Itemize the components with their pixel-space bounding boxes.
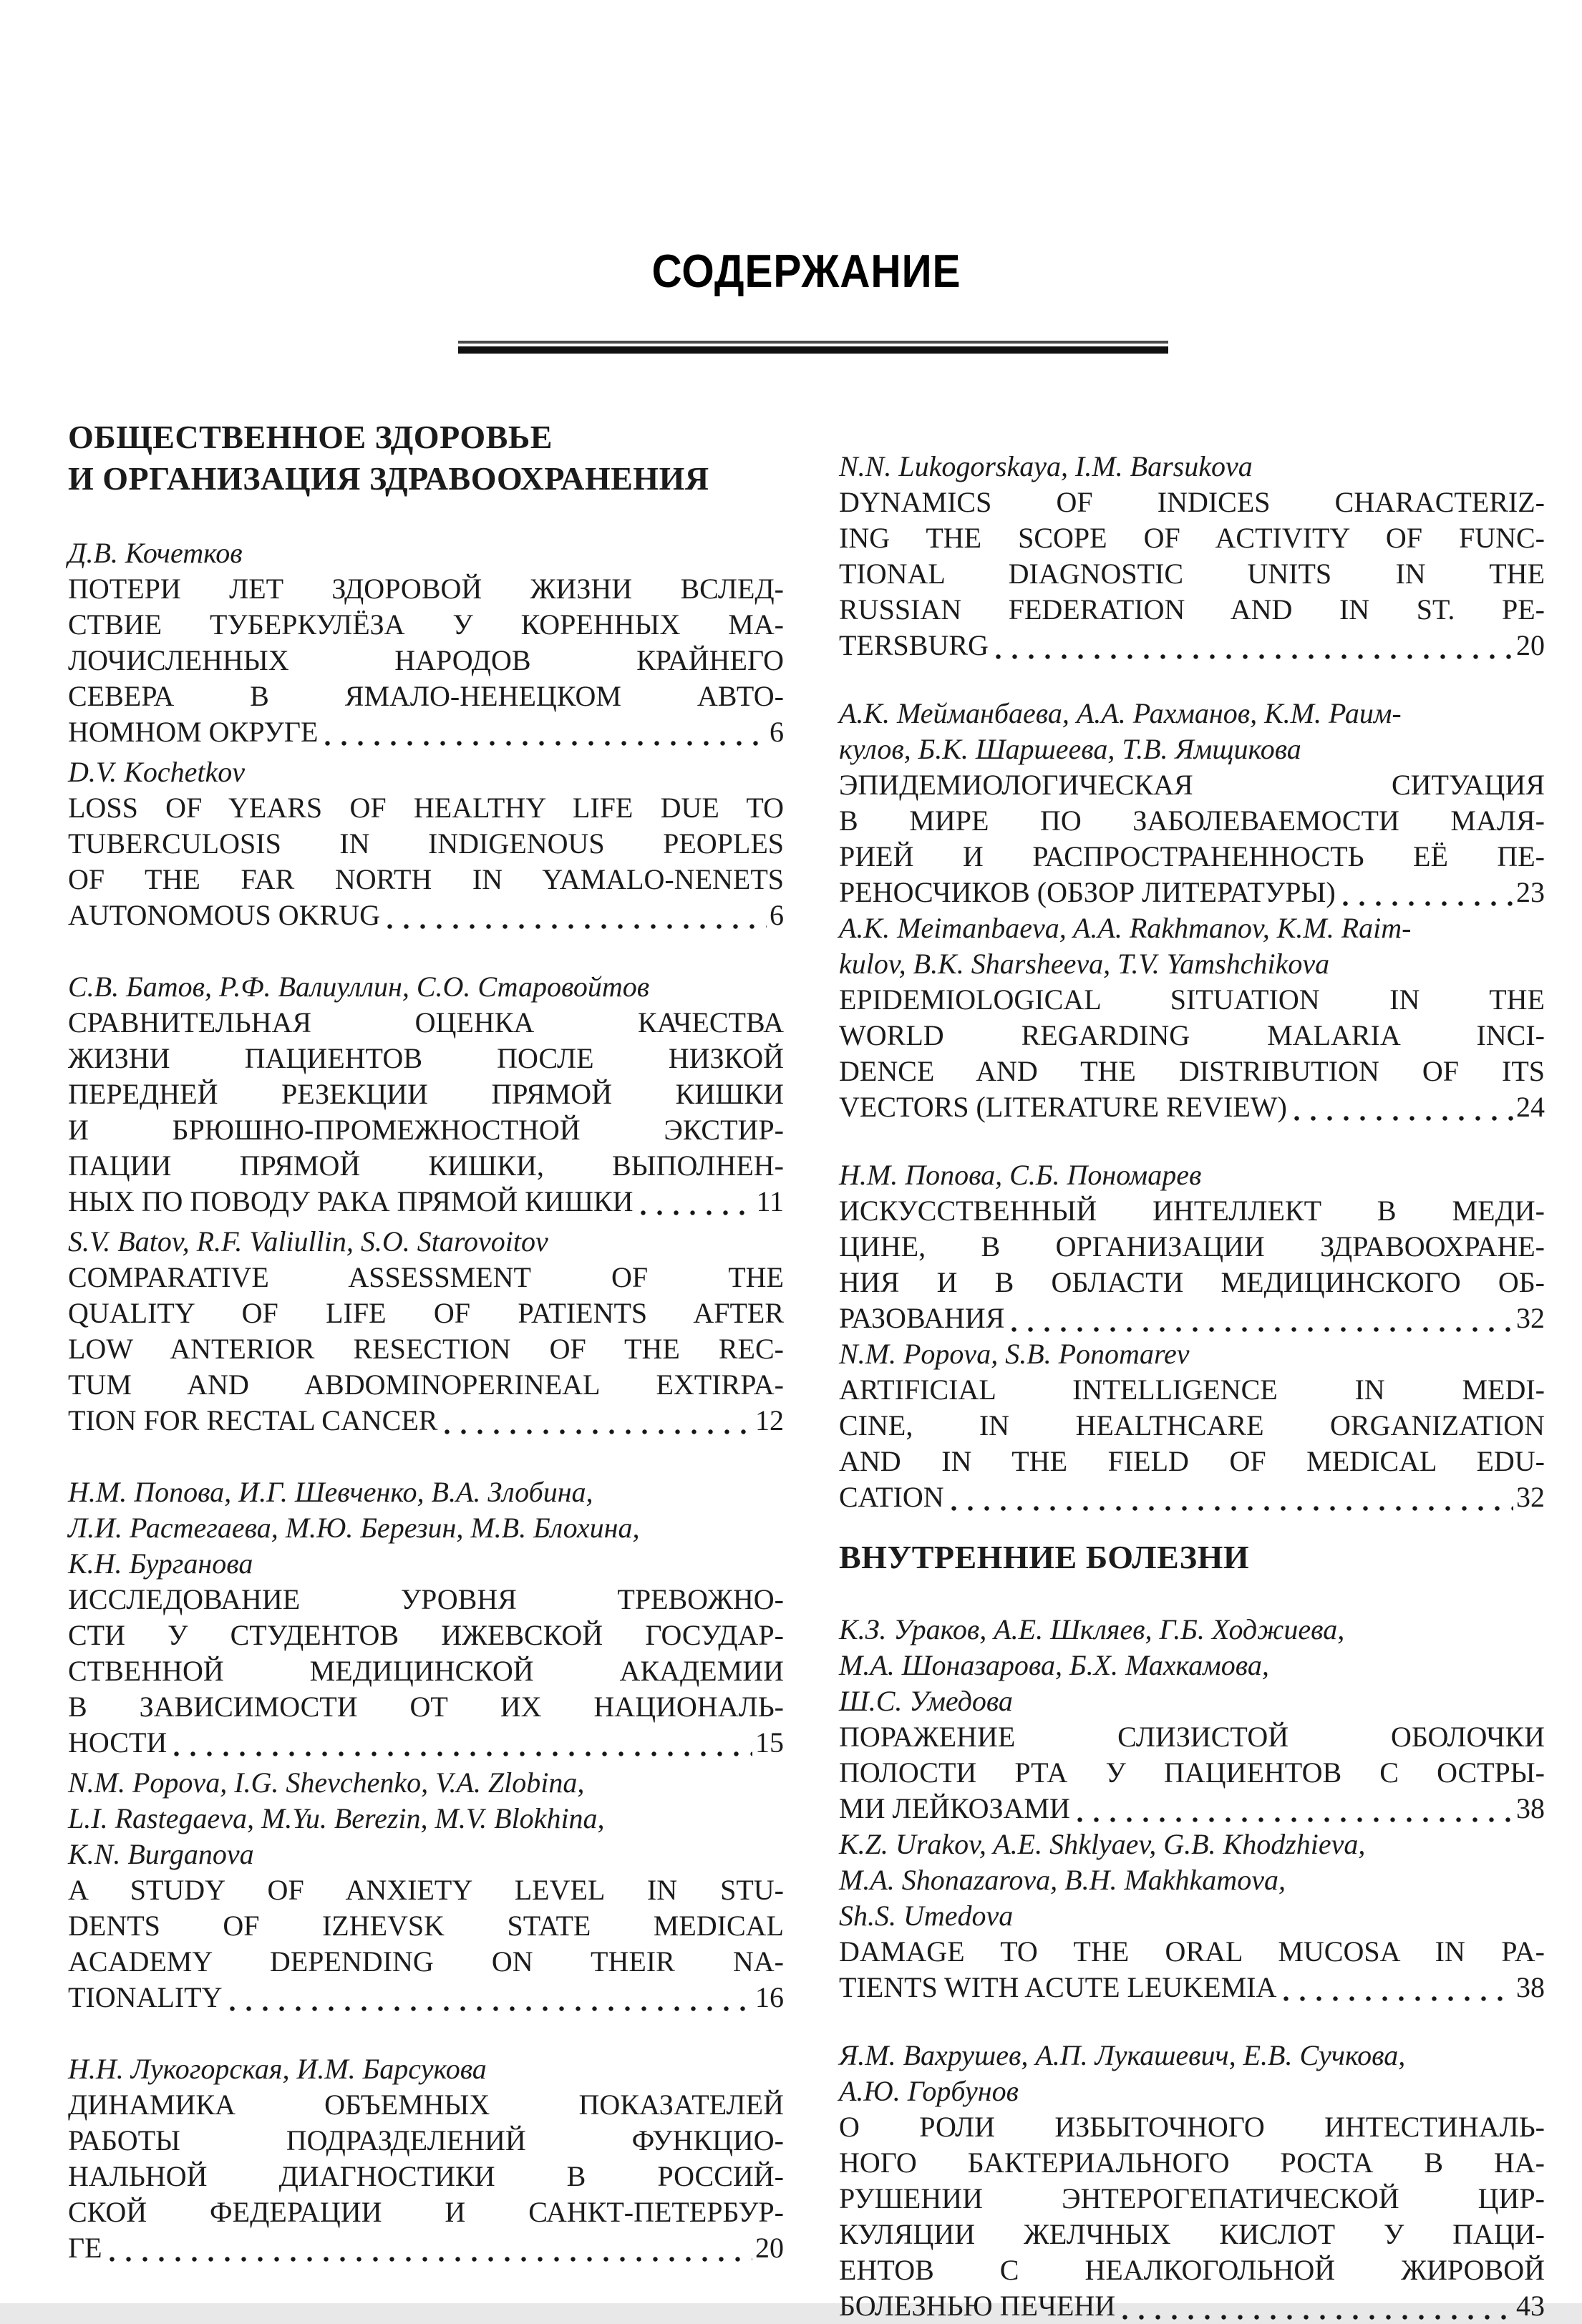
title-last-line (68, 1403, 784, 1439)
title-line: RUSSIAN FEDERATION AND IN ST. PE- (839, 593, 1545, 626)
title-last-line (839, 1300, 1545, 1336)
authors-line: M.A. Shonazarova, B.H. Makhkamova, (839, 1864, 1286, 1896)
title-line: ИСКУССТВЕННЫЙ ИНТЕЛЛЕКТ В МЕДИ- (839, 1195, 1545, 1227)
title-line: ING THE SCOPE OF ACTIVITY OF FUNC- (839, 522, 1545, 554)
title-last-line (839, 2288, 1545, 2324)
title-line: WORLD REGARDING MALARIA INCI- (839, 1019, 1545, 1051)
page-number: 32 (1516, 1481, 1545, 1513)
title-line: COMPARATIVE ASSESSMENT OF THE (68, 1261, 784, 1293)
title-line: СЕВЕРА В ЯМАЛО-НЕНЕЦКОМ АВТО- (68, 680, 784, 712)
title-line: СТВЕННОЙ МЕДИЦИНСКОЙ АКАДЕМИИ (68, 1655, 784, 1687)
title-last-line (68, 898, 784, 933)
page-number: 11 (756, 1185, 784, 1217)
authors-line: K.N. Burganova (68, 1838, 254, 1870)
authors-line: А.К. Мейманбаева, А.А. Рахманов, К.М. Раим- (839, 697, 1402, 729)
title-tail-text: AUTONOMOUS OKRUG (68, 899, 380, 931)
title-line: ДИНАМИКА ОБЪЕМНЫХ ПОКАЗАТЕЛЕЙ (68, 2089, 784, 2121)
page-number: 38 (1516, 1971, 1545, 2003)
title-line: ЦИНЕ, В ОРГАНИЗАЦИИ ЗДРАВООХРАНЕ- (839, 1230, 1545, 1263)
title-line: ПОЛОСТИ РТА У ПАЦИЕНТОВ С ОСТРЫ- (839, 1756, 1545, 1789)
title-tail-text: НОСТИ (68, 1726, 168, 1759)
divider-thick-line (458, 346, 1168, 354)
toc-entry-ru (839, 2038, 1545, 2324)
authors-line: М.А. Шоназарова, Б.Х. Махкамова, (839, 1649, 1269, 1681)
authors-line: N.N. Lukogorskaya, I.M. Barsukova (839, 450, 1253, 482)
page-number: 12 (755, 1404, 784, 1436)
title-divider-rule (458, 341, 1168, 354)
title-line: TUM AND ABDOMINOPERINEAL EXTIRPA- (68, 1368, 784, 1401)
title-line: QUALITY OF LIFE OF PATIENTS AFTER (68, 1297, 784, 1329)
title-last-line (68, 714, 784, 750)
dot-leader (325, 741, 767, 746)
title-line: КУЛЯЦИИ ЖЕЛЧНЫХ КИСЛОТ У ПАЦИ- (839, 2218, 1545, 2250)
title-line: ПАЦИИ ПРЯМОЙ КИШКИ, ВЫПОЛНЕН- (68, 1149, 784, 1182)
title-line: РАБОТЫ ПОДРАЗДЕЛЕНИЙ ФУНКЦИО- (68, 2124, 784, 2157)
title-line: РИЕЙ И РАСПРОСТРАНЕННОСТЬ ЕЁ ПЕ- (839, 840, 1545, 872)
title-last-line (839, 1089, 1545, 1125)
left-column (68, 417, 784, 2266)
dot-leader (1294, 1116, 1513, 1121)
title-line: DENCE AND THE DISTRIBUTION OF ITS (839, 1055, 1545, 1087)
title-line: ПЕРЕДНЕЙ РЕЗЕКЦИИ ПРЯМОЙ КИШКИ (68, 1078, 784, 1110)
title-line: НАЛЬНОЙ ДИАГНОСТИКИ В РОССИЙ- (68, 2160, 784, 2192)
page-number: 20 (1516, 629, 1545, 661)
title-line: РУШЕНИИ ЭНТЕРОГЕПАТИЧЕСКОЙ ЦИР- (839, 2182, 1545, 2214)
toc-article (839, 449, 1545, 663)
section-heading-line: ОБЩЕСТВЕННОЕ ЗДОРОВЬЕ (68, 419, 553, 455)
dot-leader (1077, 1817, 1513, 1822)
authors-line: N.M. Popova, S.B. Ponomarev (839, 1338, 1190, 1370)
authors-line: К.З. Ураков, А.Е. Шкляев, Г.Б. Ходжиева, (839, 1613, 1345, 1645)
authors-line: С.В. Батов, Р.Ф. Валиуллин, С.О. Старовойтов (68, 971, 650, 1003)
authors-line: S.V. Batov, R.F. Valiullin, S.O. Starovoitov (68, 1225, 548, 1258)
title-line: О РОЛИ ИЗБЫТОЧНОГО ИНТЕСТИНАЛЬ- (839, 2111, 1545, 2143)
toc-entry-en (68, 1224, 784, 1439)
title-line: ИССЛЕДОВАНИЕ УРОВНЯ ТРЕВОЖНО- (68, 1583, 784, 1615)
toc-entry-ru (68, 969, 784, 1220)
toc-article (839, 2038, 1545, 2324)
dot-leader (641, 1210, 754, 1215)
dot-leader (951, 1506, 1513, 1511)
right-column (839, 417, 1545, 2324)
title-tail-text: TERSBURG (839, 629, 989, 661)
authors-line: kulov, B.K. Sharsheeva, T.V. Yamshchikova (839, 948, 1330, 980)
title-last-line (839, 875, 1545, 910)
page-number: 43 (1516, 2290, 1545, 2322)
title-tail-text: РАЗОВАНИЯ (839, 1302, 1005, 1334)
title-tail-text: TIENTS WITH ACUTE LEUKEMIA (839, 1971, 1277, 2003)
title-last-line (839, 1970, 1545, 2005)
title-tail-text: РЕНОСЧИКОВ (ОБЗОР ЛИТЕРАТУРЫ) (839, 876, 1336, 908)
toc-entry-en (839, 449, 1545, 663)
authors-line: Н.Н. Лукогорская, И.М. Барсукова (68, 2053, 487, 2085)
dot-leader (174, 1751, 752, 1756)
authors-line: К.Н. Бурганова (68, 1547, 253, 1580)
authors-line: D.V. Kochetkov (68, 756, 245, 788)
authors-line: Ш.С. Умедова (839, 1685, 1013, 1717)
toc-article (68, 2051, 784, 2266)
toc-entry-en (839, 1336, 1545, 1515)
toc-entry-ru (68, 2051, 784, 2266)
title-line: СТВИЕ ТУБЕРКУЛЁЗА У КОРЕННЫХ МА- (68, 608, 784, 641)
authors-line: A.K. Meimanbaeva, A.A. Rakhmanov, K.M. Raim- (839, 912, 1412, 944)
authors-line: Н.М. Попова, С.Б. Пономарев (839, 1159, 1202, 1191)
dot-leader (1283, 1996, 1513, 2001)
title-line: TUBERCULOSIS IN INDIGENOUS PEOPLES (68, 827, 784, 860)
title-last-line (839, 1791, 1545, 1827)
toc-article (839, 696, 1545, 1125)
title-line: В МИРЕ ПО ЗАБОЛЕВАЕМОСТИ МАЛЯ- (839, 804, 1545, 837)
toc-entry-ru (839, 1157, 1545, 1336)
page-number: 38 (1516, 1792, 1545, 1824)
title-last-line (68, 1184, 784, 1220)
title-tail-text: НЫХ ПО ПОВОДУ РАКА ПРЯМОЙ КИШКИ (68, 1185, 634, 1217)
title-line: LOW ANTERIOR RESECTION OF THE REC- (68, 1333, 784, 1365)
title-line: CINE, IN HEALTHCARE ORGANIZATION (839, 1409, 1545, 1441)
authors-line: N.M. Popova, I.G. Shevchenko, V.A. Zlobina, (68, 1766, 585, 1799)
page-number: 20 (755, 2232, 784, 2264)
toc-article (68, 969, 784, 1439)
title-line: ЕНТОВ С НЕАЛКОГОЛЬНОЙ ЖИРОВОЙ (839, 2254, 1545, 2286)
toc-entry-en (839, 1827, 1545, 2005)
authors-line: Л.И. Растегаева, М.Ю. Березин, М.В. Блохина, (68, 1512, 640, 1544)
title-line: СКОЙ ФЕДЕРАЦИИ И САНКТ-ПЕТЕРБУР- (68, 2196, 784, 2228)
dot-leader (230, 2006, 753, 2011)
title-line: ЛОЧИСЛЕННЫХ НАРОДОВ КРАЙНЕГО (68, 644, 784, 676)
toc-article (839, 1157, 1545, 1515)
title-last-line (68, 1725, 784, 1761)
page-number: 24 (1516, 1091, 1545, 1123)
title-tail-text: TIONALITY (68, 1981, 223, 2013)
dot-leader (996, 654, 1513, 659)
page-title: СОДЕРЖАНИЕ (651, 245, 961, 297)
title-last-line (68, 2230, 784, 2266)
authors-line: кулов, Б.К. Шаршеева, Т.В. Ямщикова (839, 733, 1301, 765)
section-heading-line: ВНУТРЕННИЕ БОЛЕЗНИ (839, 1539, 1250, 1575)
title-line: В ЗАВИСИМОСТИ ОТ ИХ НАЦИОНАЛЬ- (68, 1691, 784, 1723)
toc-entry-en (68, 1765, 784, 2016)
title-last-line (839, 628, 1545, 663)
title-line: ARTIFICIAL INTELLIGENCE IN MEDI- (839, 1374, 1545, 1406)
page-number: 32 (1516, 1302, 1545, 1334)
section-heading (839, 1537, 1545, 1578)
title-line: TIONAL DIAGNOSTIC UNITS IN THE (839, 558, 1545, 590)
authors-line: K.Z. Urakov, A.E. Shklyaev, G.B. Khodzhieva, (839, 1828, 1366, 1860)
title-tail-text: CATION (839, 1481, 944, 1513)
authors-line: Н.М. Попова, И.Г. Шевченко, В.А. Злобина, (68, 1476, 593, 1508)
title-tail-text: ГЕ (68, 2232, 102, 2264)
toc-entry-ru (839, 696, 1545, 910)
title-line: AND IN THE FIELD OF MEDICAL EDU- (839, 1445, 1545, 1477)
title-last-line (839, 1479, 1545, 1515)
title-last-line (68, 1980, 784, 2016)
toc-entry-en (68, 754, 784, 933)
page-number: 15 (755, 1726, 784, 1759)
title-line: OF THE FAR NORTH IN YAMALO-NENETS (68, 863, 784, 895)
title-tail-text: TION FOR RECTAL CANCER (68, 1404, 438, 1436)
page-number: 6 (770, 716, 784, 748)
title-line: СРАВНИТЕЛЬНАЯ ОЦЕНКА КАЧЕСТВА (68, 1006, 784, 1039)
title-line: EPIDEMIOLOGICAL SITUATION IN THE (839, 983, 1545, 1016)
title-tail-text: МИ ЛЕЙКОЗАМИ (839, 1792, 1070, 1824)
authors-line: Д.В. Кочетков (68, 537, 243, 569)
toc-article (839, 1612, 1545, 2005)
dot-leader (387, 924, 767, 929)
title-line: ПОРАЖЕНИЕ СЛИЗИСТОЙ ОБОЛОЧКИ (839, 1721, 1545, 1753)
dot-leader (1122, 2315, 1513, 2320)
title-line: И БРЮШНО-ПРОМЕЖНОСТНОЙ ЭКСТИР- (68, 1114, 784, 1146)
authors-line: L.I. Rastegaeva, M.Yu. Berezin, M.V. Blokhina, (68, 1802, 605, 1834)
title-line: ЭПИДЕМИОЛОГИЧЕСКАЯ СИТУАЦИЯ (839, 769, 1545, 801)
toc-entry-ru (68, 535, 784, 750)
dot-leader (1343, 901, 1513, 906)
title-line: СТИ У СТУДЕНТОВ ИЖЕВСКОЙ ГОСУДАР- (68, 1619, 784, 1651)
toc-article (68, 535, 784, 933)
title-line: ЖИЗНИ ПАЦИЕНТОВ ПОСЛЕ НИЗКОЙ (68, 1042, 784, 1074)
toc-entry-en (839, 910, 1545, 1125)
title-line: DYNAMICS OF INDICES CHARACTERIZ- (839, 486, 1545, 518)
page-number: 23 (1516, 876, 1545, 908)
title-tail-text: БОЛЕЗНЬЮ ПЕЧЕНИ (839, 2290, 1116, 2322)
page-number: 6 (770, 899, 784, 931)
title-line: A STUDY OF ANXIETY LEVEL IN STU- (68, 1874, 784, 1906)
dot-leader (1011, 1327, 1513, 1332)
title-line: DENTS OF IZHEVSK STATE MEDICAL (68, 1910, 784, 1942)
dot-leader (110, 2257, 752, 2262)
title-tail-text: VECTORS (LITERATURE REVIEW) (839, 1091, 1287, 1123)
section-heading-line: И ОРГАНИЗАЦИЯ ЗДРАВООХРАНЕНИЯ (68, 460, 709, 497)
title-line: ПОТЕРИ ЛЕТ ЗДОРОВОЙ ЖИЗНИ ВСЛЕД- (68, 573, 784, 605)
authors-line: А.Ю. Горбунов (839, 2075, 1019, 2107)
page-number: 16 (755, 1981, 784, 2013)
title-line: ACADEMY DEPENDING ON THEIR NA- (68, 1945, 784, 1978)
toc-entry-ru (68, 1474, 784, 1761)
title-tail-text: НОМНОМ ОКРУГЕ (68, 716, 319, 748)
authors-line: Sh.S. Umedova (839, 1900, 1014, 1932)
title-line: НИЯ И В ОБЛАСТИ МЕДИЦИНСКОГО ОБ- (839, 1266, 1545, 1298)
dot-leader (445, 1429, 752, 1434)
title-line: DAMAGE TO THE ORAL MUCOSA IN PA- (839, 1935, 1545, 1968)
title-line: НОГО БАКТЕРИАЛЬНОГО РОСТА В НА- (839, 2146, 1545, 2179)
authors-line: Я.М. Вахрушев, А.П. Лукашевич, Е.В. Сучкова, (839, 2039, 1406, 2071)
section-heading (68, 417, 784, 500)
toc-article (68, 1474, 784, 2016)
toc-entry-ru (839, 1612, 1545, 1827)
title-line: LOSS OF YEARS OF HEALTHY LIFE DUE TO (68, 792, 784, 824)
